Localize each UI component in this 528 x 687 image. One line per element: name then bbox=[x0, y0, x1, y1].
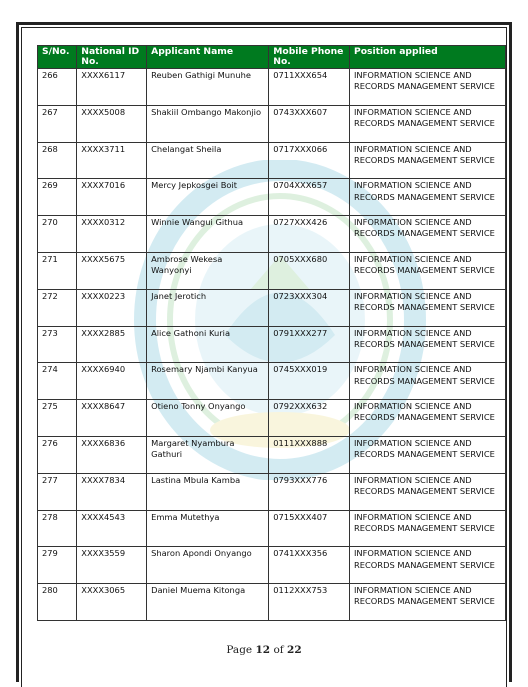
cell-position: INFORMATION SCIENCE AND RECORDS MANAGEMENT SERVICE bbox=[349, 289, 505, 326]
cell-applicant-name: Mercy Jepkosgei Boit bbox=[147, 179, 269, 216]
cell-applicant-name: Chelangat Sheila bbox=[147, 142, 269, 179]
cell-position: INFORMATION SCIENCE AND RECORDS MANAGEMENT SERVICE bbox=[349, 363, 505, 400]
table-row bbox=[38, 142, 506, 179]
table-row bbox=[38, 105, 506, 142]
cell-position: INFORMATION SCIENCE AND RECORDS MANAGEMENT SERVICE bbox=[349, 69, 505, 106]
footer-page-word: Page bbox=[226, 644, 253, 656]
cell-position: INFORMATION SCIENCE AND RECORDS MANAGEMENT SERVICE bbox=[349, 142, 505, 179]
cell-position: INFORMATION SCIENCE AND RECORDS MANAGEMENT SERVICE bbox=[349, 584, 505, 621]
cell-national-id: XXXX3711 bbox=[77, 142, 147, 179]
cell-sno: 276 bbox=[38, 436, 77, 473]
cell-sno: 275 bbox=[38, 400, 77, 437]
cell-mobile-phone: 0711XXX654 bbox=[269, 69, 350, 106]
cell-national-id: XXXX3559 bbox=[77, 547, 147, 584]
cell-sno: 274 bbox=[38, 363, 77, 400]
cell-applicant-name: Janet Jerotich bbox=[147, 289, 269, 326]
table-row bbox=[38, 400, 506, 437]
cell-national-id: XXXX5008 bbox=[77, 105, 147, 142]
cell-sno: 266 bbox=[38, 69, 77, 106]
cell-national-id: XXXX5675 bbox=[77, 252, 147, 289]
table-row bbox=[38, 179, 506, 216]
cell-mobile-phone: 0111XXX888 bbox=[269, 436, 350, 473]
page-footer bbox=[0, 644, 528, 656]
cell-position: INFORMATION SCIENCE AND RECORDS MANAGEMENT SERVICE bbox=[349, 400, 505, 437]
cell-national-id: XXXX6940 bbox=[77, 363, 147, 400]
cell-applicant-name: Lastina Mbula Kamba bbox=[147, 473, 269, 510]
table-row bbox=[38, 510, 506, 547]
cell-mobile-phone: 0743XXX607 bbox=[269, 105, 350, 142]
cell-applicant-name: Rosemary Njambi Kanyua bbox=[147, 363, 269, 400]
cell-position: INFORMATION SCIENCE AND RECORDS MANAGEMENT SERVICE bbox=[349, 105, 505, 142]
table-row bbox=[38, 363, 506, 400]
col-header-applicant-name: Applicant Name bbox=[147, 46, 269, 69]
cell-position: INFORMATION SCIENCE AND RECORDS MANAGEMENT SERVICE bbox=[349, 179, 505, 216]
cell-position: INFORMATION SCIENCE AND RECORDS MANAGEMENT SERVICE bbox=[349, 510, 505, 547]
cell-national-id: XXXX4543 bbox=[77, 510, 147, 547]
applicants-table bbox=[37, 45, 506, 621]
col-header-sno: S/No. bbox=[38, 46, 77, 69]
cell-mobile-phone: 0705XXX680 bbox=[269, 252, 350, 289]
cell-national-id: XXXX7016 bbox=[77, 179, 147, 216]
cell-applicant-name: Emma Mutethya bbox=[147, 510, 269, 547]
cell-position: INFORMATION SCIENCE AND RECORDS MANAGEMENT SERVICE bbox=[349, 436, 505, 473]
table-row bbox=[38, 252, 506, 289]
table-row bbox=[38, 436, 506, 473]
cell-position: INFORMATION SCIENCE AND RECORDS MANAGEMENT SERVICE bbox=[349, 216, 505, 253]
table-row bbox=[38, 326, 506, 363]
cell-mobile-phone: 0793XXX776 bbox=[269, 473, 350, 510]
cell-national-id: XXXX6836 bbox=[77, 436, 147, 473]
cell-applicant-name: Margaret Nyambura Gathuri bbox=[147, 436, 269, 473]
cell-sno: 271 bbox=[38, 252, 77, 289]
cell-national-id: XXXX7834 bbox=[77, 473, 147, 510]
cell-applicant-name: Shakiil Ombango Makonjio bbox=[147, 105, 269, 142]
table-row bbox=[38, 216, 506, 253]
cell-position: INFORMATION SCIENCE AND RECORDS MANAGEMENT SERVICE bbox=[349, 547, 505, 584]
cell-national-id: XXXX6117 bbox=[77, 69, 147, 106]
footer-of-word: of bbox=[273, 644, 284, 656]
cell-applicant-name: Reuben Gathigi Munuhe bbox=[147, 69, 269, 106]
cell-sno: 268 bbox=[38, 142, 77, 179]
cell-sno: 269 bbox=[38, 179, 77, 216]
cell-national-id: XXXX3065 bbox=[77, 584, 147, 621]
cell-sno: 280 bbox=[38, 584, 77, 621]
table-row bbox=[38, 547, 506, 584]
col-header-mobile-phone: Mobile Phone No. bbox=[269, 46, 350, 69]
table-header-row bbox=[38, 46, 506, 69]
cell-applicant-name: Sharon Apondi Onyango bbox=[147, 547, 269, 584]
table-row bbox=[38, 473, 506, 510]
table-row bbox=[38, 584, 506, 621]
cell-sno: 272 bbox=[38, 289, 77, 326]
col-header-position: Position applied bbox=[349, 46, 505, 69]
cell-mobile-phone: 0112XXX753 bbox=[269, 584, 350, 621]
cell-national-id: XXXX0223 bbox=[77, 289, 147, 326]
table-body bbox=[38, 69, 506, 621]
cell-applicant-name: Daniel Muema Kitonga bbox=[147, 584, 269, 621]
cell-sno: 278 bbox=[38, 510, 77, 547]
cell-mobile-phone: 0741XXX356 bbox=[269, 547, 350, 584]
cell-applicant-name: Ambrose Wekesa Wanyonyi bbox=[147, 252, 269, 289]
cell-mobile-phone: 0717XXX066 bbox=[269, 142, 350, 179]
cell-mobile-phone: 0791XXX277 bbox=[269, 326, 350, 363]
cell-sno: 279 bbox=[38, 547, 77, 584]
cell-national-id: XXXX0312 bbox=[77, 216, 147, 253]
cell-national-id: XXXX8647 bbox=[77, 400, 147, 437]
cell-mobile-phone: 0745XXX019 bbox=[269, 363, 350, 400]
cell-sno: 273 bbox=[38, 326, 77, 363]
table-row bbox=[38, 289, 506, 326]
cell-mobile-phone: 0792XXX632 bbox=[269, 400, 350, 437]
cell-position: INFORMATION SCIENCE AND RECORDS MANAGEMENT SERVICE bbox=[349, 252, 505, 289]
table-row bbox=[38, 69, 506, 106]
cell-applicant-name: Alice Gathoni Kuria bbox=[147, 326, 269, 363]
cell-mobile-phone: 0704XXX657 bbox=[269, 179, 350, 216]
cell-mobile-phone: 0715XXX407 bbox=[269, 510, 350, 547]
cell-position: INFORMATION SCIENCE AND RECORDS MANAGEMENT SERVICE bbox=[349, 326, 505, 363]
cell-sno: 270 bbox=[38, 216, 77, 253]
cell-applicant-name: Winnie Wangui Githua bbox=[147, 216, 269, 253]
cell-applicant-name: Otieno Tonny Onyango bbox=[147, 400, 269, 437]
footer-total-pages: 22 bbox=[287, 644, 302, 656]
cell-sno: 267 bbox=[38, 105, 77, 142]
footer-current-page: 12 bbox=[255, 644, 271, 656]
cell-mobile-phone: 0727XXX426 bbox=[269, 216, 350, 253]
cell-sno: 277 bbox=[38, 473, 77, 510]
cell-mobile-phone: 0723XXX304 bbox=[269, 289, 350, 326]
col-header-national-id: National ID No. bbox=[77, 46, 147, 69]
cell-position: INFORMATION SCIENCE AND RECORDS MANAGEMENT SERVICE bbox=[349, 473, 505, 510]
cell-national-id: XXXX2885 bbox=[77, 326, 147, 363]
